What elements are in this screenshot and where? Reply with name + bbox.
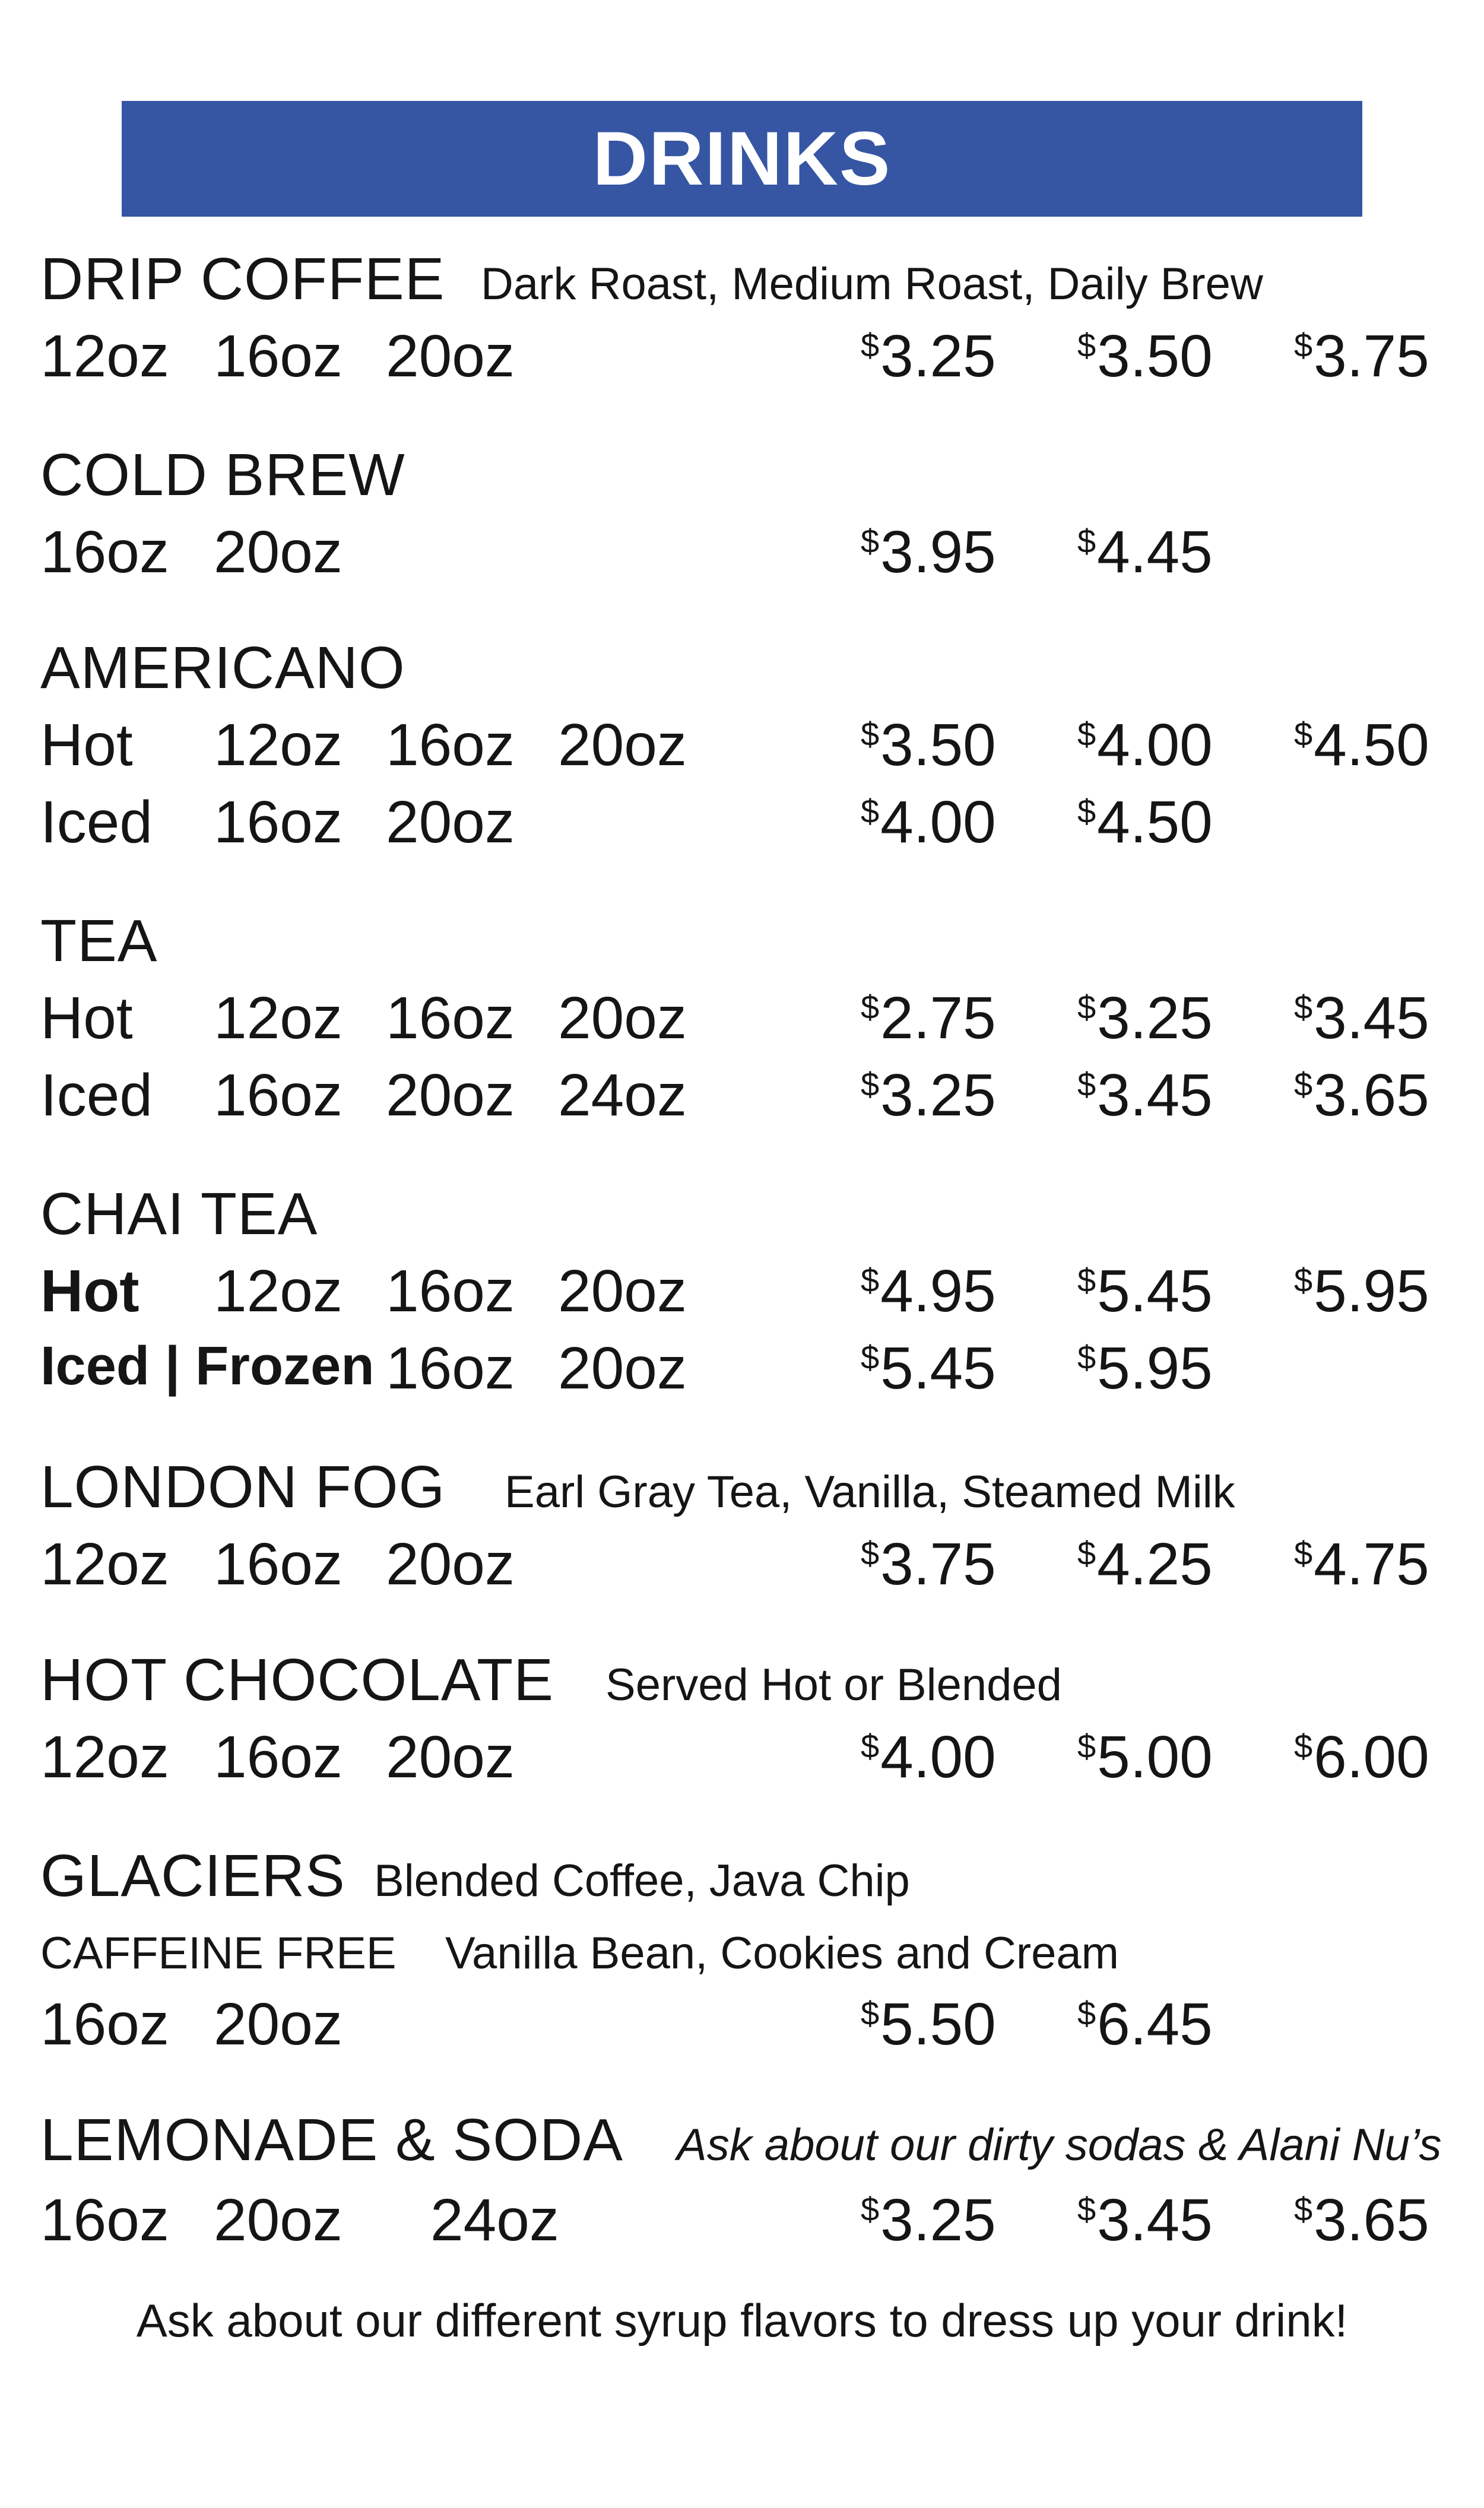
label-americano-iced: Iced xyxy=(40,789,153,855)
price-glaciers-2: $6.45 xyxy=(1077,1991,1213,2057)
section-title-chai-tea: CHAI TEA xyxy=(40,1181,318,1247)
section-title-tea: TEA xyxy=(40,908,158,974)
price-chai-tea-hot-3: $5.95 xyxy=(1294,1258,1429,1324)
price-hot-chocolate-2: $5.00 xyxy=(1077,1724,1213,1790)
price-americano-hot-2: $4.00 xyxy=(1077,712,1213,778)
size-drip-coffee-1: 12oz xyxy=(40,323,169,389)
price-americano-hot-3: $4.50 xyxy=(1294,712,1429,778)
price-tea-hot-2: $3.25 xyxy=(1077,985,1213,1051)
size-drip-coffee-2: 16oz xyxy=(214,323,343,389)
label-chai-tea-hot: Hot xyxy=(40,1258,139,1324)
price-lemonade-soda-3: $3.65 xyxy=(1294,2187,1429,2253)
menu-title: DRINKS xyxy=(592,116,892,201)
size-london-fog-3: 20oz xyxy=(386,1531,515,1597)
size-chai-tea-iced-2: 20oz xyxy=(558,1335,687,1402)
footer-note: Ask about our different syrup flavors to dress up your drink! xyxy=(136,2294,1348,2347)
label-americano-hot: Hot xyxy=(40,712,133,778)
price-drip-coffee-3: $3.75 xyxy=(1294,323,1429,389)
size-london-fog-2: 16oz xyxy=(214,1531,343,1597)
label-tea-iced: Iced xyxy=(40,1062,153,1128)
size-chai-tea-hot-2: 16oz xyxy=(386,1258,515,1324)
price-drip-coffee-1: $3.25 xyxy=(861,323,996,389)
size-lemonade-soda-3: 24oz xyxy=(430,2187,559,2253)
section-title-hot-chocolate: HOT CHOCOLATE xyxy=(40,1647,554,1713)
size-chai-tea-iced-1: 16oz xyxy=(386,1335,515,1402)
header-banner xyxy=(122,101,1362,217)
price-tea-hot-3: $3.45 xyxy=(1294,985,1429,1051)
price-london-fog-3: $4.75 xyxy=(1294,1531,1429,1597)
label-chai-tea-iced-frozen: Iced | Frozen xyxy=(40,1336,375,1396)
size-chai-tea-hot-1: 12oz xyxy=(214,1258,343,1324)
section-title-drip-coffee: DRIP COFFEE xyxy=(40,246,445,312)
size-tea-iced-3: 24oz xyxy=(558,1062,687,1128)
price-hot-chocolate-3: $6.00 xyxy=(1294,1724,1429,1790)
section-desc-london-fog: Earl Gray Tea, Vanilla, Steamed Milk xyxy=(505,1467,1235,1517)
size-glaciers-2: 20oz xyxy=(214,1991,343,2057)
size-tea-hot-3: 20oz xyxy=(558,985,687,1051)
section-title-glaciers: GLACIERS xyxy=(40,1843,345,1909)
price-lemonade-soda-1: $3.25 xyxy=(861,2187,996,2253)
size-london-fog-1: 12oz xyxy=(40,1531,169,1597)
price-london-fog-2: $4.25 xyxy=(1077,1531,1213,1597)
size-chai-tea-hot-3: 20oz xyxy=(558,1258,687,1324)
price-chai-tea-iced-1: $5.45 xyxy=(861,1335,996,1402)
label-tea-hot: Hot xyxy=(40,985,133,1051)
price-americano-iced-1: $4.00 xyxy=(861,789,996,855)
price-lemonade-soda-2: $3.45 xyxy=(1077,2187,1213,2253)
size-tea-hot-1: 12oz xyxy=(214,985,343,1051)
size-americano-hot-2: 16oz xyxy=(386,712,515,778)
price-chai-tea-hot-1: $4.95 xyxy=(861,1258,996,1324)
price-cold-brew-2: $4.45 xyxy=(1077,519,1213,585)
section-title-lemonade-soda: LEMONADE & SODA xyxy=(40,2107,623,2173)
size-lemonade-soda-1: 16oz xyxy=(40,2187,169,2253)
caffeine-free-label: CAFFEINE FREE xyxy=(40,1928,397,1979)
size-cold-brew-1: 16oz xyxy=(40,519,169,585)
size-glaciers-1: 16oz xyxy=(40,1991,169,2057)
size-tea-hot-2: 16oz xyxy=(386,985,515,1051)
size-hot-chocolate-3: 20oz xyxy=(386,1724,515,1790)
size-hot-chocolate-1: 12oz xyxy=(40,1724,169,1790)
size-americano-hot-3: 20oz xyxy=(558,712,687,778)
section-desc-lemonade-soda: Ask about our dirty sodas & Alani Nu’s xyxy=(677,2120,1442,2170)
price-tea-iced-3: $3.65 xyxy=(1294,1062,1429,1128)
size-tea-iced-1: 16oz xyxy=(214,1062,343,1128)
caffeine-free-desc: Vanilla Bean, Cookies and Cream xyxy=(445,1928,1119,1979)
size-americano-iced-2: 20oz xyxy=(386,789,515,855)
price-london-fog-1: $3.75 xyxy=(861,1531,996,1597)
section-title-london-fog: LONDON FOG xyxy=(40,1454,446,1520)
price-chai-tea-iced-2: $5.95 xyxy=(1077,1335,1213,1402)
price-tea-iced-1: $3.25 xyxy=(861,1062,996,1128)
price-americano-hot-1: $3.50 xyxy=(861,712,996,778)
section-title-cold-brew: COLD BREW xyxy=(40,442,405,508)
section-title-americano: AMERICANO xyxy=(40,635,405,701)
size-lemonade-soda-2: 20oz xyxy=(214,2187,343,2253)
size-tea-iced-2: 20oz xyxy=(386,1062,515,1128)
size-drip-coffee-3: 20oz xyxy=(386,323,515,389)
price-tea-iced-2: $3.45 xyxy=(1077,1062,1213,1128)
size-hot-chocolate-2: 16oz xyxy=(214,1724,343,1790)
size-cold-brew-2: 20oz xyxy=(214,519,343,585)
section-desc-hot-chocolate: Served Hot or Blended xyxy=(605,1660,1062,1710)
size-americano-hot-1: 12oz xyxy=(214,712,343,778)
size-americano-iced-1: 16oz xyxy=(214,789,343,855)
price-hot-chocolate-1: $4.00 xyxy=(861,1724,996,1790)
price-chai-tea-hot-2: $5.45 xyxy=(1077,1258,1213,1324)
section-desc-drip-coffee: Dark Roast, Medium Roast, Daily Brew xyxy=(481,259,1263,309)
price-drip-coffee-2: $3.50 xyxy=(1077,323,1213,389)
price-cold-brew-1: $3.95 xyxy=(861,519,996,585)
section-desc-glaciers: Blended Coffee, Java Chip xyxy=(374,1856,910,1906)
price-americano-iced-2: $4.50 xyxy=(1077,789,1213,855)
price-glaciers-1: $5.50 xyxy=(861,1991,996,2057)
price-tea-hot-1: $2.75 xyxy=(861,985,996,1051)
